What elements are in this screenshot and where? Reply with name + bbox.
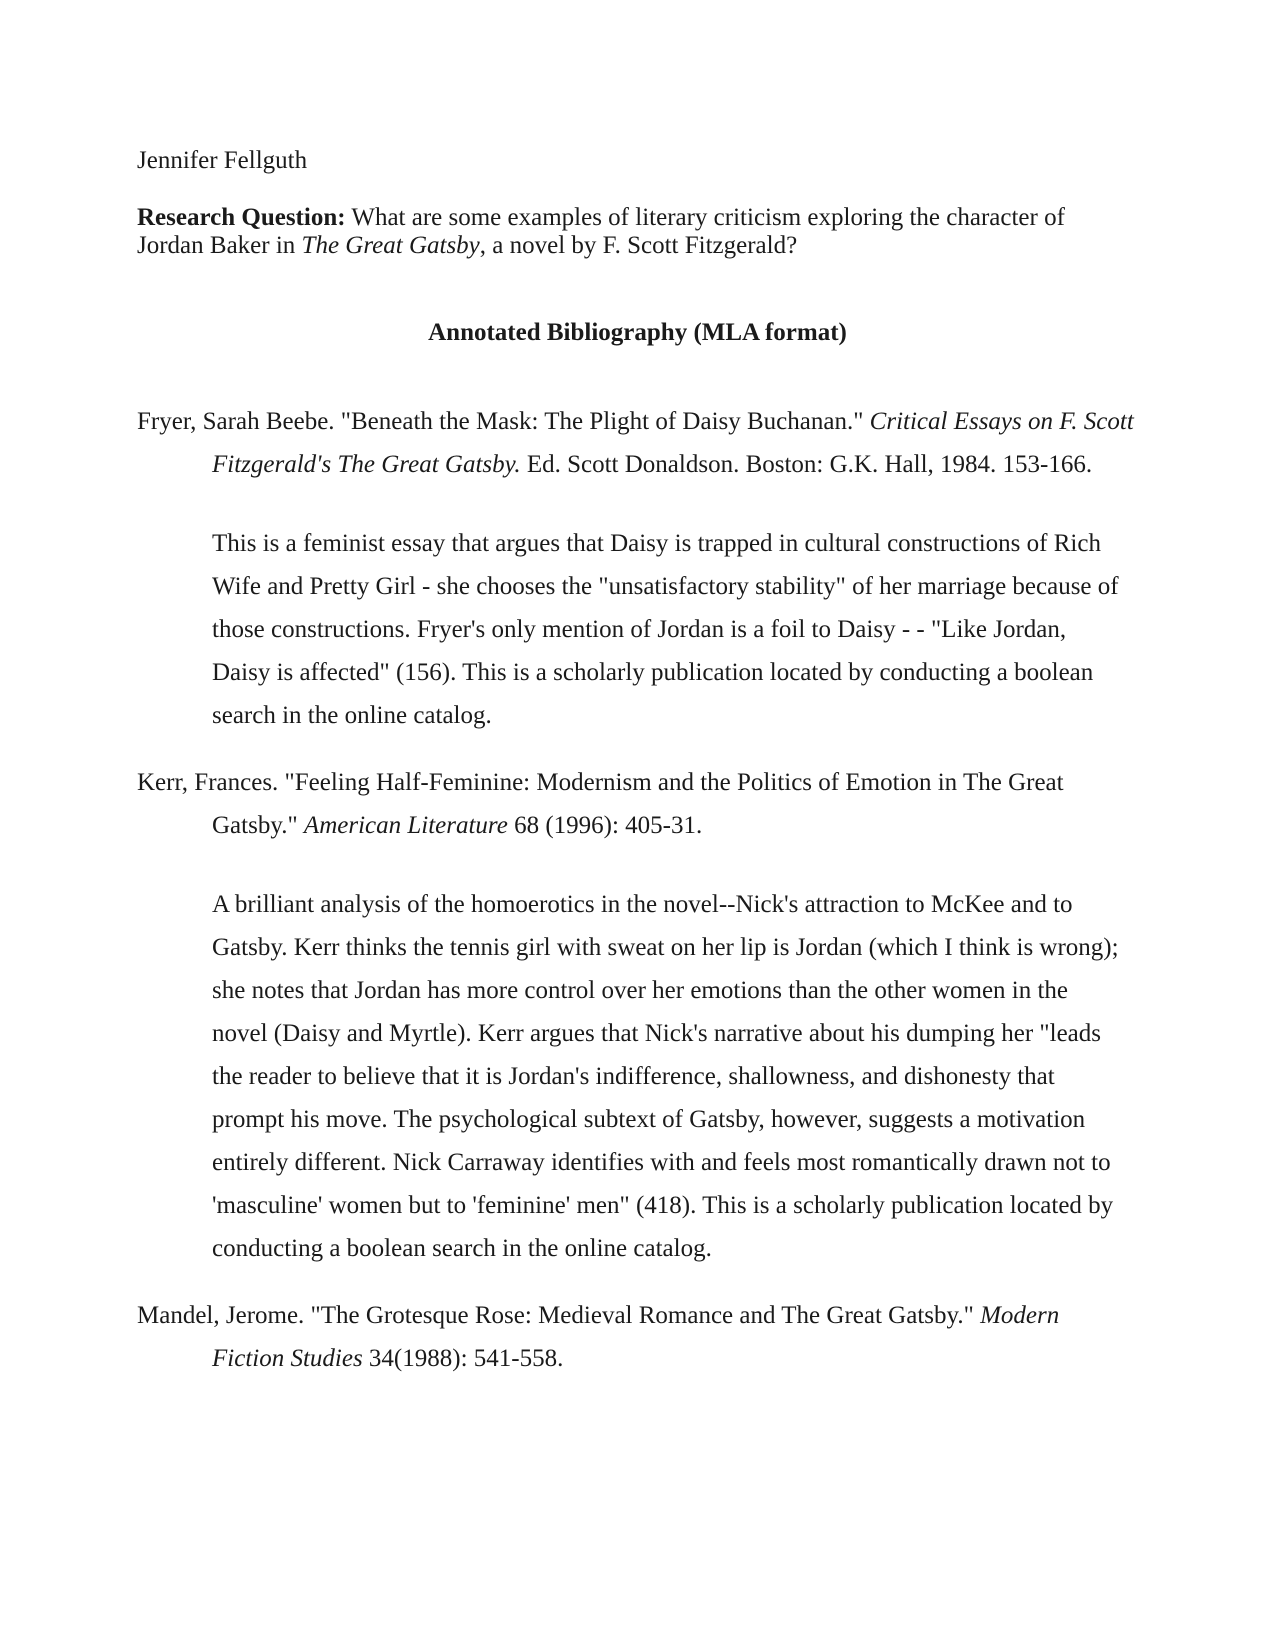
research-question-label: Research Question: — [137, 204, 346, 231]
citation — [137, 1294, 1137, 1380]
bibliography-entry-mandel — [137, 1294, 1137, 1380]
citation-author-title: Fryer, Sarah Beebe. "Beneath the Mask: The Plight of Daisy Buchanan." — [137, 408, 870, 435]
citation — [137, 761, 1137, 847]
bibliography-entry-kerr — [137, 761, 1137, 1270]
citation-publication: 34(1988): 541-558. — [362, 1345, 564, 1372]
author-name: Jennifer Fellguth — [137, 147, 308, 174]
research-question — [137, 204, 1097, 260]
citation-publication: Ed. Scott Donaldson. Boston: G.K. Hall, 1984. 153-166. — [520, 451, 1093, 478]
research-question-text: What are some examples of literary criticism exploring the character of Jordan Baker in — [137, 204, 1065, 259]
citation-source: Modern Fiction Studies — [212, 1302, 1060, 1372]
research-question-text-end: , a novel by F. Scott Fitzgerald? — [479, 232, 798, 259]
citation — [137, 400, 1137, 486]
bibliography-entry-fryer — [137, 400, 1137, 737]
research-question-book-title: The Great Gatsby — [301, 232, 480, 259]
page-title: Annotated Bibliography (MLA format) — [428, 319, 847, 346]
citation-author-title: Kerr, Frances. "Feeling Half-Feminine: Modernism and the Politics of Emotion in The Great Gatsby." — [137, 769, 1064, 839]
citation-source: Critical Essays on F. Scott Fitzgerald's The Great Gatsby. — [212, 408, 1134, 478]
citation-publication: 68 (1996): 405-31. — [507, 812, 703, 839]
citation-source: American Literature — [303, 812, 508, 839]
citation-author-title: Mandel, Jerome. "The Grotesque Rose: Medieval Romance and The Great Gatsby." — [137, 1302, 981, 1329]
annotation: A brilliant analysis of the homoerotics in the novel--Nick's attraction to McKee and to Gatsby. Kerr thinks the tennis girl with sweat on her lip is Jordan (which I think is wrong); she notes that Jordan has more control over her emotions than the other women in the novel (Daisy and Myrtle). Kerr argues that Nick's narrative about his dumping her "leads the reader to believe that it is Jordan's indifference, shallowness, and dishonesty that prompt his move. The psychological subtext of Gatsby, however, suggests a motivation entirely different. Nick Carraway identifies with and feels most romantically drawn not to 'masculine' women but to 'feminine' men" (418). This is a scholarly publication located by conducting a boolean search in the online catalog. — [212, 891, 1119, 1262]
annotation: This is a feminist essay that argues that Daisy is trapped in cultural constructions of Rich Wife and Pretty Girl - she chooses the "unsatisfactory stability" of her marriage because of those constructions. Fryer's only mention of Jordan is a foil to Daisy - - "Like Jordan, Daisy is affected" (156). This is a scholarly publication located by conducting a boolean search in the online catalog. — [212, 530, 1119, 729]
bibliography-list — [137, 400, 1137, 1380]
